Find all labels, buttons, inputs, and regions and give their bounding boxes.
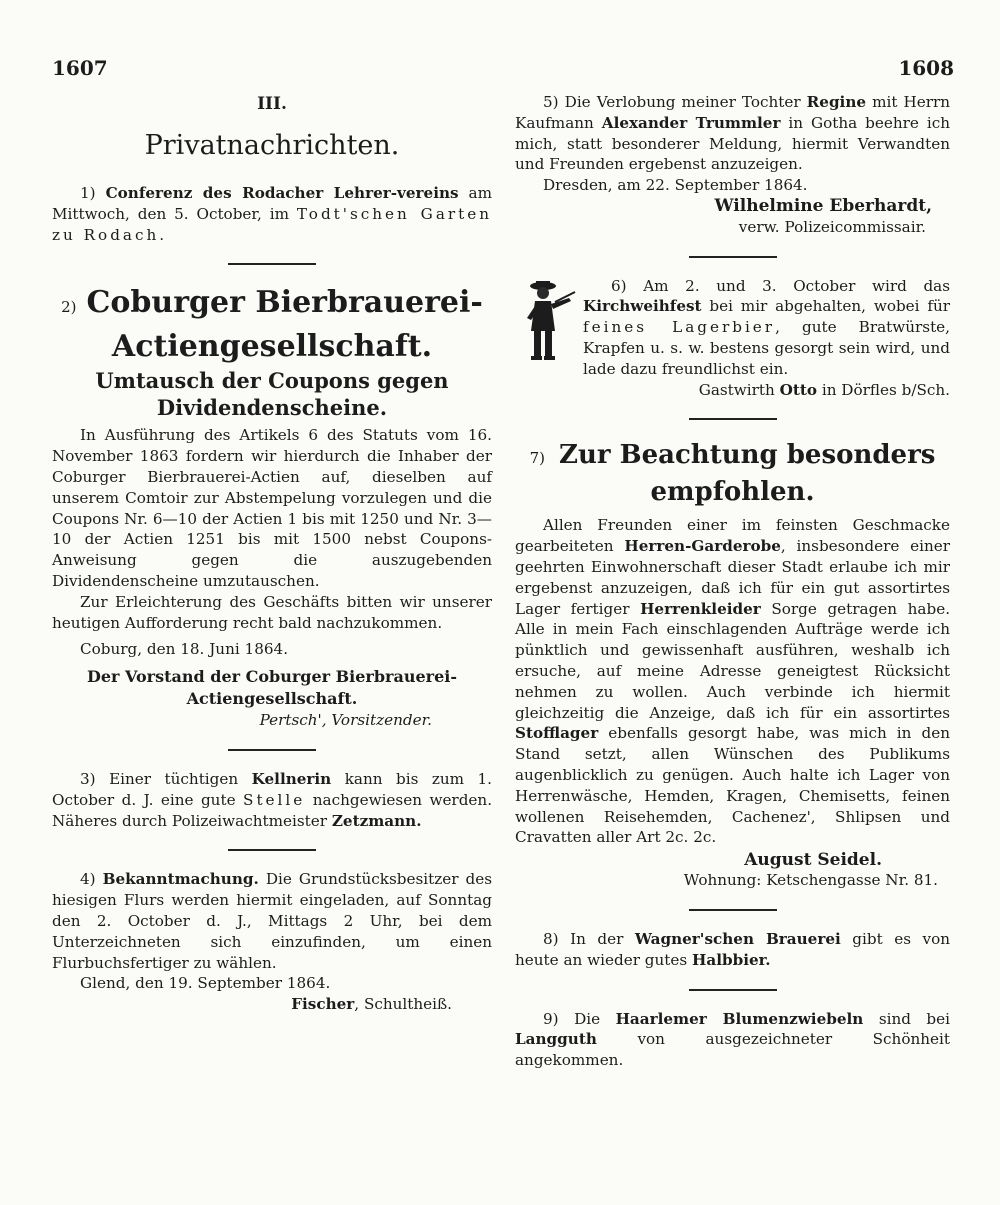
- page-number-right: 1608: [898, 56, 954, 80]
- ad-bold: Alexander Trummler: [601, 113, 781, 132]
- ad-date: Coburg, den 18. Juni 1864.: [80, 640, 289, 659]
- ad-text: Die: [574, 1009, 601, 1028]
- ad-5: [515, 92, 950, 238]
- ad-bold: Wagner'schen Brauerei: [634, 929, 841, 948]
- ad-text: Allen Freunden einer im feinsten Geschmacke gearbeiteten: [515, 516, 950, 556]
- ad-bold: Langguth: [515, 1030, 597, 1049]
- ad-text: Die Grundstücksbesitzer des hiesigen Flurs werden hiermit eingeladen, auf Sonntag den 2. October d. J., Mittags 2 Uhr, bei dem Unterzeichneten sich einzufinden, um einen Flurbuchsfertiger zu wählen.: [52, 870, 493, 972]
- ad-body: [583, 276, 950, 380]
- ad-text-spaced: Todt'schen Garten zu Rodach.: [52, 204, 493, 244]
- ad-2: [52, 283, 492, 731]
- ad-text: , insbesondere einer geehrten Einwohnerschaft dieser Stadt erlaube ich mir ergebenst anzuzeigen, daß ich für ein gut assortirtes Lager fertiger: [515, 537, 951, 618]
- ad-text: am Mittwoch, den 5. October, im: [52, 184, 493, 223]
- ad-body: [515, 92, 950, 175]
- ad-text: Einer tüchtigen: [109, 769, 239, 788]
- divider: [689, 909, 777, 911]
- ad-text: Am 2. und 3. October wird das: [643, 276, 951, 295]
- ad-subtitle-line-2: Dividendenscheine.: [156, 395, 388, 421]
- ad-title: [515, 438, 950, 509]
- ad-headline: Conferenz des Rodacher Lehrer-vereins: [105, 184, 459, 202]
- ad-signature: [583, 380, 950, 401]
- divider: [689, 256, 777, 258]
- ad-signature: [52, 666, 492, 710]
- fiddler-figure-icon: [515, 276, 577, 368]
- ad-chair: Pertsch', Vorsitzender.: [259, 711, 432, 730]
- ad-number: 7): [529, 449, 545, 468]
- divider: [228, 263, 316, 265]
- ad-bold: Haarlemer Blumenzwiebeln: [615, 1009, 864, 1028]
- ad-number: 3): [80, 769, 96, 788]
- ad-subtitle-line-1: Umtausch der Coupons gegen: [95, 368, 449, 394]
- ad-paragraph: Zur Erleichterung des Geschäfts bitten wir unserer heutigen Aufforderung recht bald nachzukommen.: [52, 592, 492, 632]
- section-numeral: III.: [257, 94, 287, 114]
- ad-title-line-2: Actiengesellschaft.: [111, 329, 433, 365]
- ad-title: [52, 283, 492, 367]
- ad-text: nachgewiesen werden. Näheres durch Polizeiwachtmeister: [52, 790, 493, 830]
- ad-title-line-1: Zur Beachtung besonders: [558, 440, 936, 471]
- board-line-1: Der Vorstand der Coburger Bierbrauerei-: [87, 667, 457, 687]
- ad-text: ebenfalls gesorgt habe, was mich in den Stand setzt, allen Wünschen des Publikums augenblicklich zu genügen. Auch halte ich Lager von Herrenwäsche, Hemden, Kragen, Chemisetts, feinen wollenen Reisehemden, Cachenez', Shlipsen und Cravatten aller Art 2c. 2c.: [515, 724, 951, 847]
- ad-text: sind bei: [878, 1009, 950, 1028]
- ad-body: [515, 515, 950, 848]
- ad-9: [515, 1009, 950, 1071]
- ad-text: bei mir abgehalten, wobei für: [709, 297, 951, 316]
- ad-content: [583, 276, 950, 401]
- ad-date: Glend, den 19. September 1864.: [80, 974, 331, 993]
- signature-name: Otto: [779, 380, 818, 399]
- signature-title: , Schultheiß.: [354, 995, 452, 1014]
- ad-number: 4): [80, 870, 96, 889]
- ad-text: von ausgezeichneter Schönheit angekommen.: [515, 1030, 950, 1070]
- ad-text: kann bis zum 1. October d. J. eine gute: [52, 769, 493, 809]
- section-title: Privatnachrichten.: [144, 130, 400, 161]
- ad-paragraph: In Ausführung des Artikels 6 des Statuts vom 16. November 1863 fordern wir hierdurch die Inhaber der Coburger Bierbrauerei-Actien auf, dieselben auf unserem Comtoir zur Abstempelung vorzulegen und die Coupons Nr. 6—10 der Actien 1 bis mit 1250 und Nr. 3—10 der Actien 1251 bis mit 1500 nebst Coupons-Anweisung gegen die auszugebenden Dividendenscheine umzutauschen.: [52, 426, 492, 590]
- ad-3: [52, 769, 492, 831]
- signature-title: verw. Polizeicommissair.: [738, 217, 926, 236]
- right-column: [515, 92, 950, 1071]
- ad-8: [515, 929, 950, 971]
- ad-number: 2): [61, 298, 77, 317]
- ad-number: 9): [543, 1009, 559, 1028]
- ad-text: In der: [570, 929, 624, 948]
- ad-text: Sorge getragen habe. Alle in mein Fach einschlagenden Aufträge werde ich pünktlich und gewissenhaft ausführen, weshalb ich ersuche, auf meine Adresse geneigtest Rücksicht nehmen zu wollen. Auch verbinde ich hiermit gleichzeitig die Anzeige, daß ich für ein assortirtes: [515, 599, 951, 722]
- ad-number: 5): [543, 93, 559, 111]
- ad-text: gibt es von heute an wieder gutes: [515, 929, 951, 969]
- divider: [228, 849, 316, 851]
- signature-post: in Dörfles b/Sch.: [821, 380, 950, 399]
- ad-subtitle: [52, 367, 492, 421]
- signature-pre: Gastwirth: [698, 380, 775, 399]
- ad-1: [52, 183, 492, 245]
- ad-number: 8): [543, 929, 559, 948]
- ad-number: 6): [611, 276, 627, 295]
- board-line-2: Actiengesellschaft.: [186, 689, 358, 709]
- ad-headline: Bekanntmachung.: [102, 870, 259, 889]
- ad-bold: Herren-Garderobe: [624, 537, 781, 556]
- signature-name: Fischer: [291, 995, 355, 1014]
- ad-title-line-2: empfohlen.: [650, 477, 815, 508]
- ad-text: in Gotha beehre ich mich, statt besonderer Meldung, hiermit Verwandten und Freunden ergebenst anzuzeigen.: [515, 113, 950, 174]
- ad-bold: Stofflager: [515, 724, 599, 743]
- divider: [228, 749, 316, 751]
- ad-bold: Herrenkleider: [640, 599, 761, 618]
- ad-text: , gute Bratwürste, Krapfen u. s. w. bestens gesorgt sein wird, und lade dazu freundlichst ein.: [583, 318, 950, 378]
- divider: [689, 989, 777, 991]
- ad-bold: Regine: [806, 93, 867, 111]
- ad-address: Wohnung: Ketschengasse Nr. 81.: [683, 871, 938, 890]
- ad-bold: Kellnerin: [251, 769, 332, 788]
- ad-text-spaced: Stelle: [243, 790, 306, 809]
- ad-bold: Halbbier.: [692, 950, 771, 969]
- ad-text: mit Herrn Kaufmann: [515, 93, 951, 132]
- divider: [689, 418, 777, 420]
- ad-body: [52, 869, 492, 973]
- ad-text: Die Verlobung meiner Tochter: [564, 93, 801, 111]
- ad-bold: Zetzmann.: [331, 811, 422, 830]
- ad-bold: Kirchweihfest: [583, 297, 702, 316]
- ad-title-line-1: Coburger Bierbrauerei-: [86, 285, 483, 321]
- left-column: [52, 92, 492, 1015]
- ad-date: Dresden, am 22. September 1864.: [543, 176, 808, 195]
- signature-name: Wilhelmine Eberhardt,: [714, 195, 932, 216]
- ad-7: [515, 438, 950, 891]
- ad-6: [515, 276, 950, 401]
- ad-text-spaced: feines Lagerbier: [583, 318, 776, 337]
- ad-signature: [52, 994, 492, 1015]
- signature-name: August Seidel.: [744, 850, 882, 871]
- ad-4: [52, 869, 492, 1015]
- page-number-left: 1607: [52, 56, 108, 80]
- ad-number: 1): [80, 184, 96, 202]
